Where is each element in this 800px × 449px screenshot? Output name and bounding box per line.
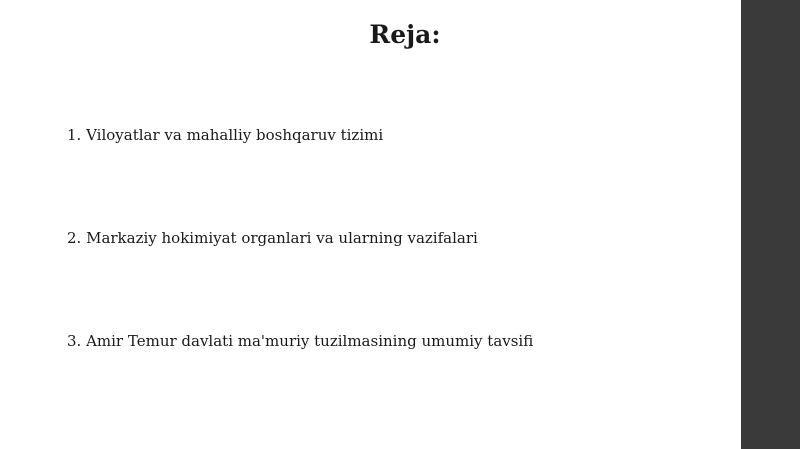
side-panel [741, 0, 800, 449]
plan-item-1: 1. Viloyatlar va mahalliy boshqaruv tizimi [67, 126, 384, 144]
plan-item-2: 2. Markaziy hokimiyat organlari va ularning vazifalari [67, 229, 478, 247]
plan-item-3: 3. Amir Temur davlati ma'muriy tuzilmasining umumiy tavsifi [67, 332, 534, 350]
slide-title: Reja: [369, 20, 441, 49]
